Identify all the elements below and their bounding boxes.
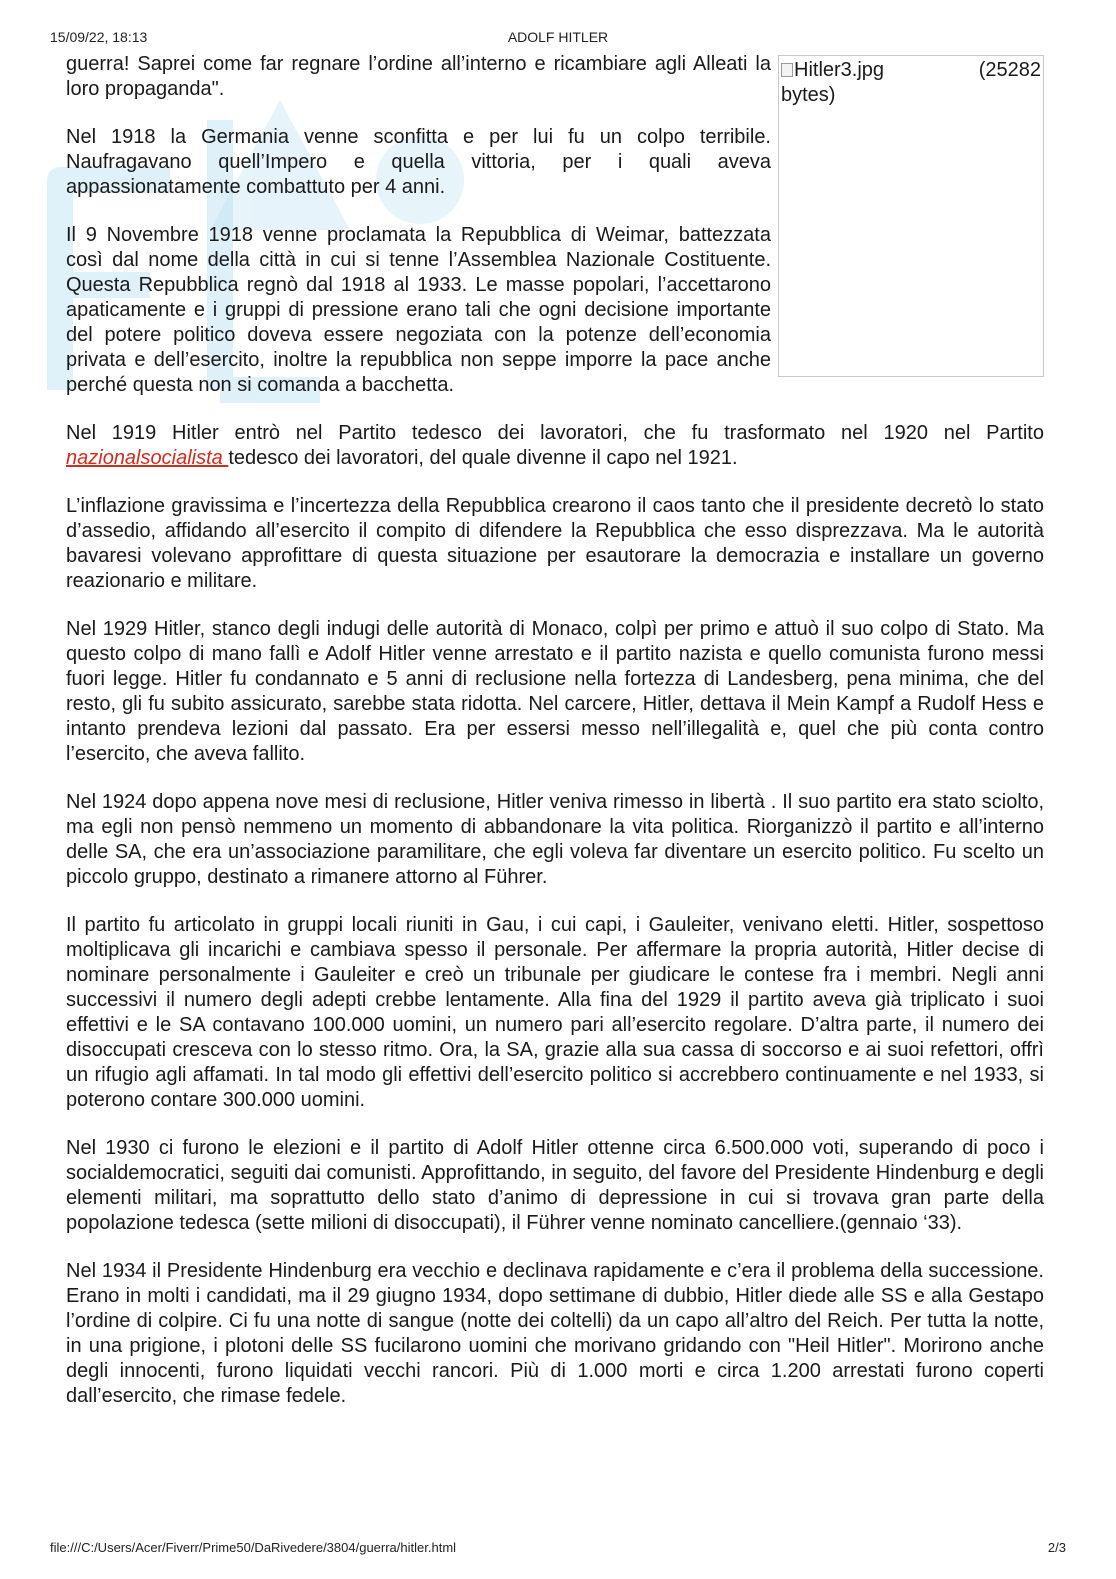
paragraph-text: tedesco dei lavoratori, del quale divenne il capo nel 1921. xyxy=(228,447,738,469)
paragraph xyxy=(66,421,1044,471)
file-path: file:///C:/Users/Acer/Fiverr/Prime50/DaRivedere/3804/guerra/hitler.html xyxy=(50,1540,457,1555)
paragraph: Nel 1930 ci furono le elezioni e il partito di Adolf Hitler ottenne circa 6.500.000 voti, superando di poco i socialdemocratici, seguiti dai comunisti. Approfittando, in seguito, del favore del Presidente Hindenburg e degli elementi militari, ma soprattutto dello stato d’animo di depressione in cui si trovava gran parte della popolazione tedesca (sette milioni di disoccupati), il Führer venne nominato cancelliere.(gennaio ‘33). xyxy=(66,1137,1044,1234)
image-filename: Hitler3.jpg xyxy=(794,59,885,81)
print-datetime: 15/09/22, 18:13 xyxy=(50,29,148,45)
broken-image-placeholder xyxy=(778,55,1044,377)
paragraph: Il 9 Novembre 1918 venne proclamata la Repubblica di Weimar, battezzata così dal nome della città in cui si tenne l’Assemblea Nazionale Costituente. Questa Repubblica regnò dal 1918 al 1933. Le masse popolari, l’accettarono apaticamente e i gruppi di pressione erano tali che ogni decisione importante del potere politico doveva essere negoziata con la potenze dell’economia privata e dell’esercito, inoltre la repubblica non seppe imporre la pace anche perché questa non si comanda a bacchetta. xyxy=(66,224,771,396)
link-nazionalsocialista[interactable]: nazionalsocialista xyxy=(66,447,229,469)
paragraph: Nel 1929 Hitler, stanco degli indugi delle autorità di Monaco, colpì per primo e attuò il suo colpo di Stato. Ma questo colpo di mano fallì e Adolf Hitler venne arrestato e il partito nazista e quello comunista furono messi fuori legge. Hitler fu condannato e 5 anni di reclusione nella fortezza di Landesberg, pena minima, che del resto, gli fu subito assicurato, sarebbe stata ridotta. Nel carcere, Hitler, dettava il Mein Kampf a Rudolf Hess e intanto prendeva lezioni dal passato. Era per essersi messo nell’illegalità e, quel che più conta contro l’esercito, che aveva fallito. xyxy=(66,618,1044,765)
paragraph: Nel 1918 la Germania venne sconfitta e per lui fu un colpo terribile. Naufragavano quell’Impero e quella vittoria, per i quali aveva appassionatamente combattuto per 4 anni. xyxy=(66,126,771,198)
paragraph: guerra! Saprei come far regnare l’ordine all’interno e ricambiare agli Alleati la loro propaganda". xyxy=(66,53,771,100)
image-size-value: (25282 xyxy=(978,59,1041,81)
paragraph: Il partito fu articolato in gruppi locali riuniti in Gau, i cui capi, i Gauleiter, venivano eletti. Hitler, sospettoso moltiplicava gli incarichi e cambiava spesso il personale. Per affermare la propria autorità, Hitler decise di nominare personalmente i Gauleiter e creò un tribunale per giudicare le contese fra i membri. Negli anni successivi il numero degli adepti crebbe lentamente. Alla fina del 1929 il partito aveva già triplicato i suoi effettivi e le SA contavano 100.000 uomini, un numero pari all’esercito regolare. D’altra parte, il numero dei disoccupati cresceva con lo stesso ritmo. Ora, la SA, grazie alla sua cassa di soccorso e ai suoi refettori, offrì un rifugio agli affamati. In tal modo gli effettivi dell’esercito politico si accrebbero continuamente e nel 1933, si poterono contare 300.000 uomini. xyxy=(66,914,1044,1111)
paragraph: Nel 1934 il Presidente Hindenburg era vecchio e declinava rapidamente e c’era il problema della successione. Erano in molti i candidati, ma il 29 giugno 1934, dopo settimane di dubbio, Hitler diede alle SS e alla Gestapo l’ordine di colpire. Ci fu una notte di sangue (notte dei coltelli) da un capo all’altro del Reich. Per tutta la notte, in una prigione, i plotoni delle SS fucilarono uomini che morivano gridando con "Heil Hitler". Morirono anche degli innocenti, furono liquidati vecchi rancori. Più di 1.000 morti e circa 1.200 arrestati furono coperti dall’esercito, che rimase fedele. xyxy=(66,1260,1044,1407)
image-size-unit: bytes) xyxy=(781,84,836,106)
page-number: 2/3 xyxy=(1047,1540,1066,1555)
page-title: ADOLF HITLER xyxy=(507,29,609,45)
paragraph-text: Nel 1919 Hitler entrò nel Partito tedesco dei lavoratori, che fu trasformato nel 1920 nel Partito xyxy=(66,422,1044,444)
paragraph: Nel 1924 dopo appena nove mesi di reclusione, Hitler veniva rimesso in libertà . Il suo partito era stato sciolto, ma egli non pensò nemmeno un momento di abbandonare la vita politica. Riorganizzò il partito e all’interno delle SA, che era un’associazione paramilitare, che egli voleva far diventare un esercito politico. Fu scelto un piccolo gruppo, destinato a rimanere attorno al Führer. xyxy=(66,791,1044,888)
broken-image-icon xyxy=(781,63,793,77)
paragraph: L’inflazione gravissima e l’incertezza della Repubblica crearono il caos tanto che il presidente decretò lo stato d’assedio, affidando all’esercito il compito di difendere la Repubblica che esso disprezzava. Ma le autorità bavaresi volevano approfittare di questa situazione per esautorare la democrazia e installare un governo reazionario e militare. xyxy=(66,495,1044,592)
article-body xyxy=(66,52,1044,1432)
